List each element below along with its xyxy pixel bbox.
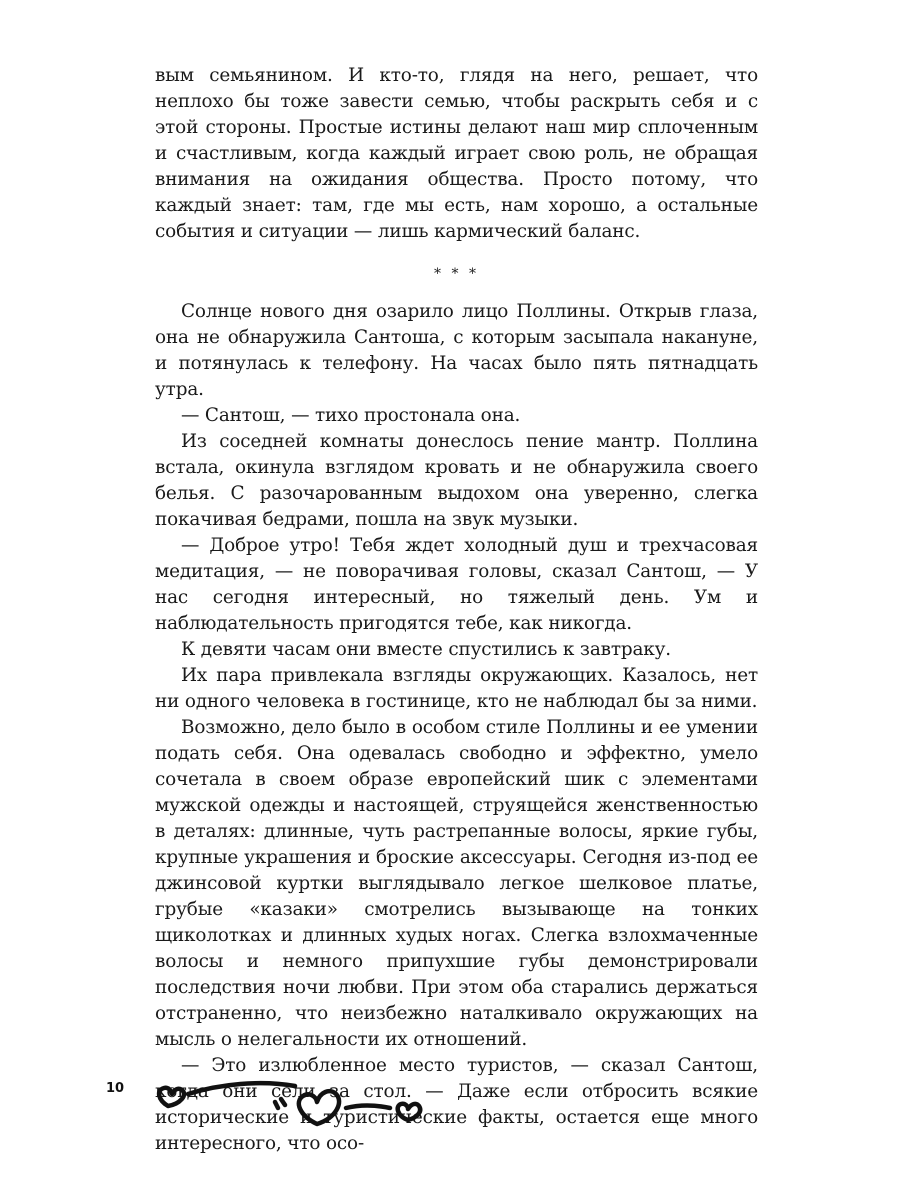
paragraph: — Доброе утро! Тебя ждет холодный душ и трехчасовая медитация, — не поворачивая головы, сказал Сантош, — У нас сегодня интересный, но тяжелый день. Ум и наблюдательность пригодятся тебе, как никогда. xyxy=(155,535,758,634)
paragraph: Их пара привлекала взгляды окружающих. Казалось, нет ни одного человека в гостинице, кто не наблюдал бы за ними. xyxy=(155,665,758,712)
paragraph: К девяти часам они вместе спустились к завтраку. xyxy=(181,639,672,660)
body-text xyxy=(155,63,758,1157)
paragraph: — Сантош, — тихо простонала она. xyxy=(181,405,521,426)
paragraph: Из соседней комнаты донеслось пение мантр. Поллина встала, окинула взглядом кровать и не обнаружила своего белья. С разочарованным выдохом она уверенно, слегка покачивая бедрами, пошла на звук музыки. xyxy=(155,431,758,530)
hearts-doodle-icon xyxy=(150,1050,440,1130)
paragraph-continued: вым семьянином. И кто-то, глядя на него, решает, что неплохо бы тоже завести семью, чтобы раскрыть себя и с этой стороны. Простые истины делают наш мир сплоченным и счастливым, когда каждый играет свою роль, не обращая внимания на ожидания общества. Просто потому, что каждый знает: там, где мы есть, нам хорошо, а остальные события и ситуации — лишь кармический баланс. xyxy=(155,65,758,242)
section-separator: * * * xyxy=(434,266,479,282)
paragraph: Солнце нового дня озарило лицо Поллины. Открыв глаза, она не обнаружила Сантоша, с которым засыпала накануне, и потянулась к телефону. На часах было пять пятнадцать утра. xyxy=(155,301,758,400)
page-number: 10 xyxy=(106,1081,125,1096)
paragraph: — Это излюбленное место туристов, — сказал Сантош, когда они сели за стол. — Даже если отбросить всякие исторические и туристические факты, остается еще много интересного, что осо- xyxy=(155,1055,758,1154)
paragraph: Возможно, дело было в особом стиле Поллины и ее умении подать себя. Она одевалась свободно и эффектно, умело сочетала в своем образе европейский шик с элементами мужской одежды и настоящей, струящейся женственностью в деталях: длинные, чуть растрепанные волосы, яркие губы, крупные украшения и броские аксессуары. Сегодня из-под ее джинсовой куртки выглядывало легкое шелковое платье, грубые «казаки» смотрелись вызывающе на тонких щиколотках и длинных худых ногах. Слегка взлохмаченные волосы и немного припухшие губы демонстрировали последствия ночи любви. При этом оба старались держаться отстраненно, что неизбежно наталкивало окружающих на мысль о нелегальности их отношений. xyxy=(155,717,758,1050)
